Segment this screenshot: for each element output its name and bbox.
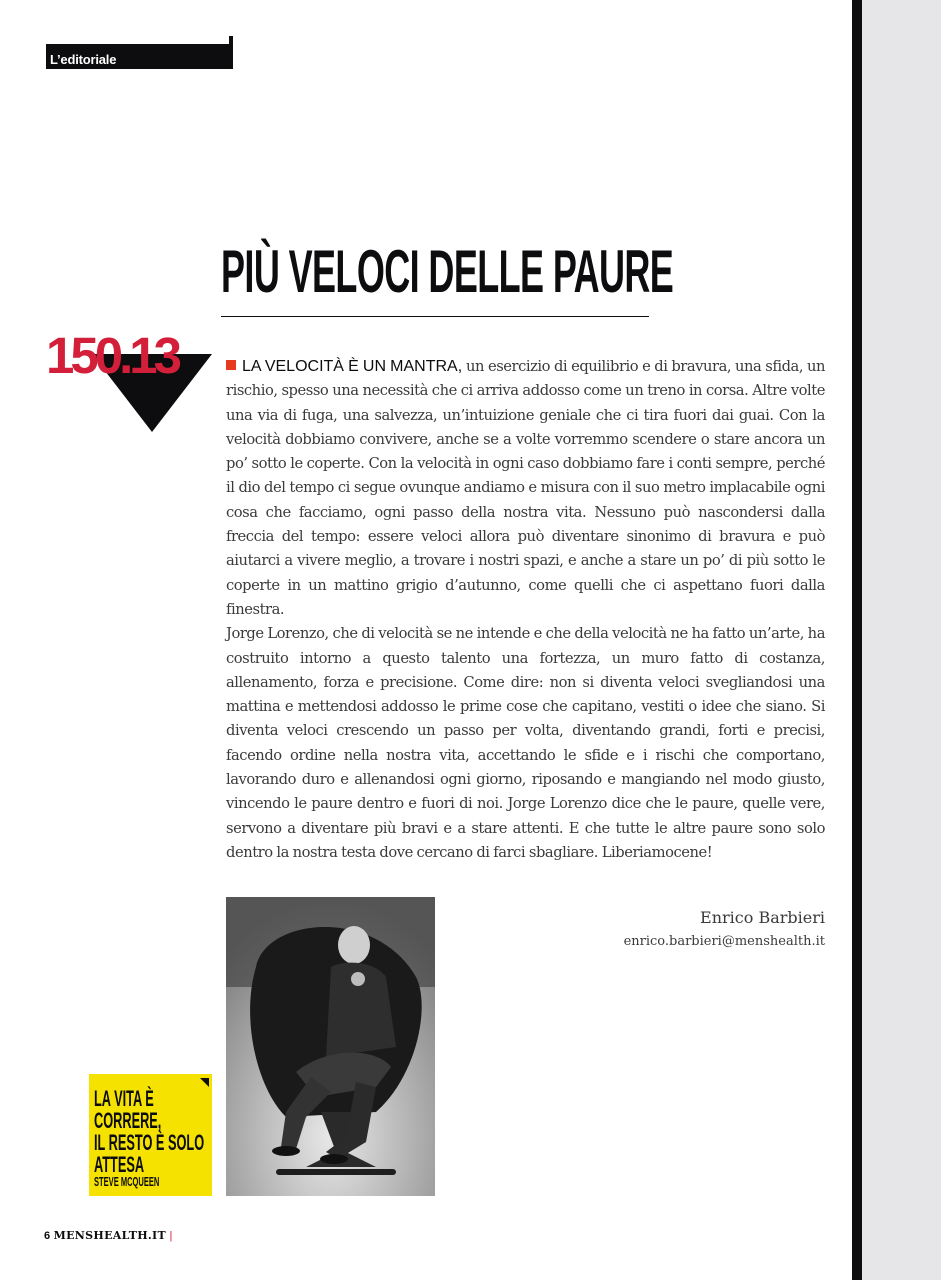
page-edge-margin <box>852 0 941 1280</box>
section-tab-notch <box>229 36 233 46</box>
issue-number: 150.13 <box>46 327 178 384</box>
lead-in: LA VELOCITÀ È UN MANTRA, <box>242 358 463 375</box>
quote-text: LA VITA È CORRERE, IL RESTO È SOLO ATTESA <box>94 1086 205 1177</box>
paragraph-1-text: un esercizio di equilibrio e di bravura, una sfida, un rischio, spesso una necessità che ci arriva addosso come un treno in corsa. Altre volte una via di fuga, una salvezza, un’intuizione geniale che ci tira fuori dai guai. Con la velocità dobbiamo convivere, anche se a volte vorremmo scendere o stare ancora un po’ sotto le coperte. Con la velocità in ogni caso dobbiamo fare i conti sempre, perché il dio del tempo ci segue ovunque andiamo e misura con il suo metro implacabile ogni cosa che facciamo, ogni passo della nostra vita. Nessuno può nascondersi dalla freccia del tempo: essere veloci allora può diventare sinonimo di bravura e può aiutarci a vivere meglio, a trovare i nostri spazi, e anche a stare un po’ di più sotto le coperte in un mattino grigio d’autunno, come quelli che ci aspettano fuori dalla finestra. <box>226 358 825 618</box>
quote-box <box>89 1074 212 1196</box>
footer-separator: | <box>169 1230 173 1242</box>
headline: PIÙ VELOCI DELLE PAURE <box>221 238 674 305</box>
article-body <box>226 355 825 865</box>
author-email[interactable]: enrico.barbieri@menshealth.it <box>623 934 825 949</box>
section-label: L’editoriale <box>50 52 117 67</box>
quote-author: STEVE MCQUEEN <box>94 1174 160 1189</box>
author-photo <box>226 897 435 1196</box>
page-footer <box>44 1229 172 1242</box>
page-edge-bar <box>852 0 862 1280</box>
author-photo-illustration <box>226 897 435 1196</box>
paragraph-2: Jorge Lorenzo, che di velocità se ne intende e che della velocità ne ha fatto un’arte, ha costruito intorno a questo talento una fortezza, un muro fatto di costanza, allenamento, forza e precisione. Come dire: non si diventa veloci svegliandosi una mattina e mettendosi addosso le prime cose che capitano, vestiti o idee che siano. Si diventa veloci crescendo un passo per volta, diventando grandi, forti e precisi, facendo ordine nella nostra vita, accettando le sfide e i rischi che comportano, lavorando duro e allenandosi ogni giorno, riposando e mangiando nel modo giusto, vincendo le paure dentro e fuori di noi. Jorge Lorenzo dice che le paure, quelle vere, servono a diventare più bravi e a stare attenti. E che tutte le altre paure sono solo dentro la nostra testa dove cercano di farci sbagliare. Liberiamocene! <box>226 625 825 861</box>
author-name: Enrico Barbieri <box>700 908 825 927</box>
lead-bullet-icon <box>226 360 236 370</box>
page-number: 6 <box>44 1230 51 1242</box>
paragraph-1 <box>226 355 825 622</box>
headline-rule <box>221 316 649 317</box>
quote-corner-icon <box>200 1078 209 1087</box>
footer-site: MENSHEALTH.IT <box>53 1229 166 1242</box>
